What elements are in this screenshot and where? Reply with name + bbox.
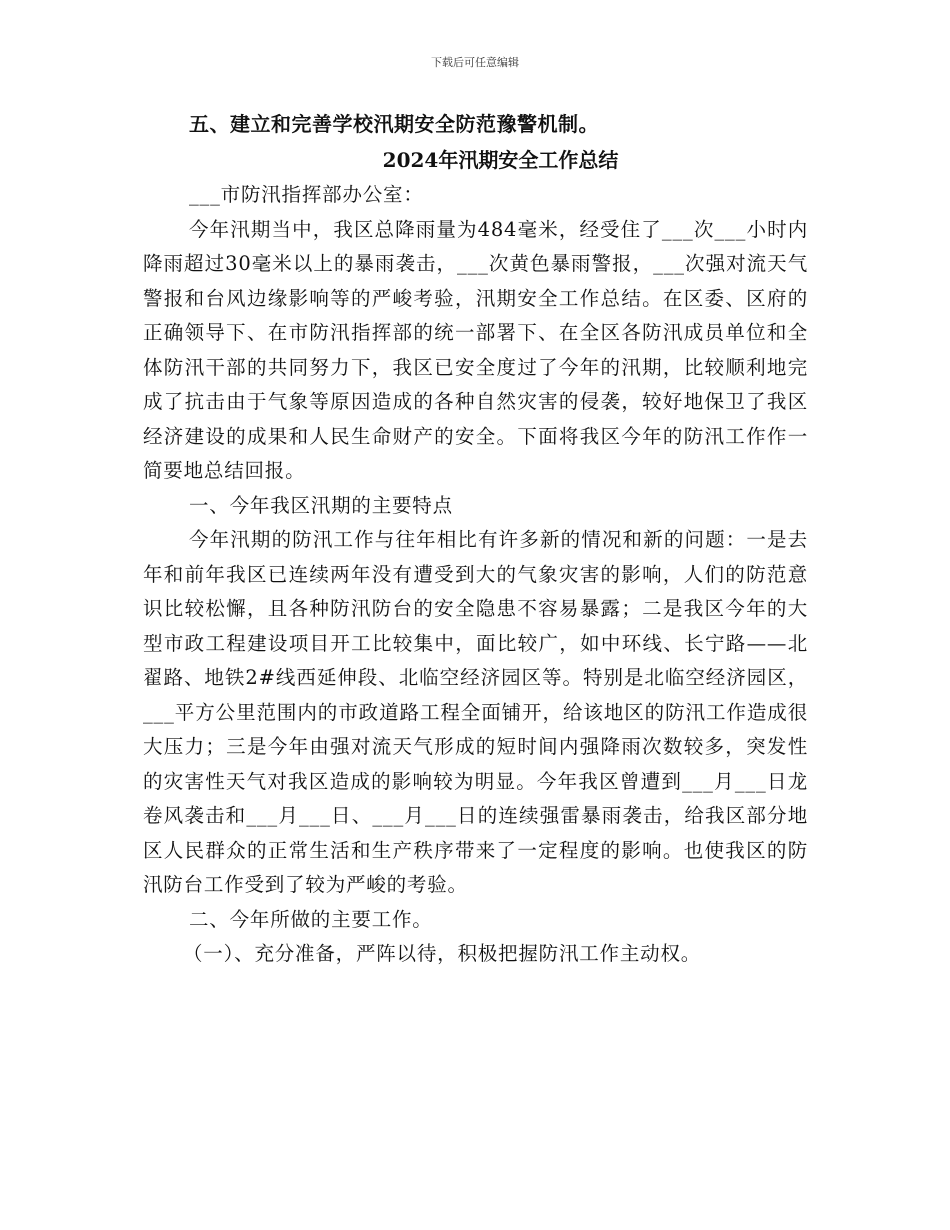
document-title: 2024年汛期安全工作总结 (382, 148, 619, 172)
paragraph-features: 今年汛期的防汛工作与往年相比有许多新的情况和新的问题：一是去年和前年我区已连续两年没有遭受到大的气象灾害的影响，人们的防范意识比较松懈，且各种防汛防台的安全隐患不容易暴露；二是我区今年的大型市政工程建设项目开工比较集中，面比较广，如中环线、长宁路——北翟路、地铁2#线西延伸段、北临空经济园区等。特别是北临空经济园区，___平方公里范围内的市政道路工程全面铺开，给该地区的防汛工作造成很大压力；三是今年由强对流天气形成的短时间内强降雨次数较多，突发性的灾害性天气对我区造成的影响较为明显。今年我区曾遭到___月___日龙卷风袭击和___月___日、___月___日的连续强雷暴雨袭击，给我区部分地区人民群众的正常生活和生产秩序带来了一定程度的影响。也使我区的防汛防台工作受到了较为严峻的考验。 (143, 528, 808, 896)
section-heading: 五、建立和完善学校汛期安全防范豫警机制。 (189, 112, 599, 136)
subsection-heading-1: （一）、充分准备，严阵以待，积极把握防汛工作主动权。 (183, 942, 702, 965)
document-body (143, 106, 808, 972)
page-header: 下载后可任意编辑 (431, 56, 519, 69)
section-heading-1: 一、今年我区汛期的主要特点 (189, 493, 453, 517)
section-heading-2: 二、今年所做的主要工作。 (189, 907, 433, 931)
salutation: ___市防汛指挥部办公室： (189, 183, 424, 206)
paragraph-intro: 今年汛期当中，我区总降雨量为484毫米，经受住了___次___小时内降雨超过30毫米以上的暴雨袭击，___次黄色暴雨警报，___次强对流天气警报和台风边缘影响等的严峻考验，汛期安全工作总结。在区委、区府的正确领导下、在市防汛指挥部的统一部署下、在全区各防汛成员单位和全体防汛干部的共同努力下，我区已安全度过了今年的汛期，比较顺利地完成了抗击由于气象等原因造成的各种自然灾害的侵袭，较好地保卫了我区经济建设的成果和人民生命财产的安全。下面将我区今年的防汛工作作一简要地总结回报。 (143, 217, 808, 482)
